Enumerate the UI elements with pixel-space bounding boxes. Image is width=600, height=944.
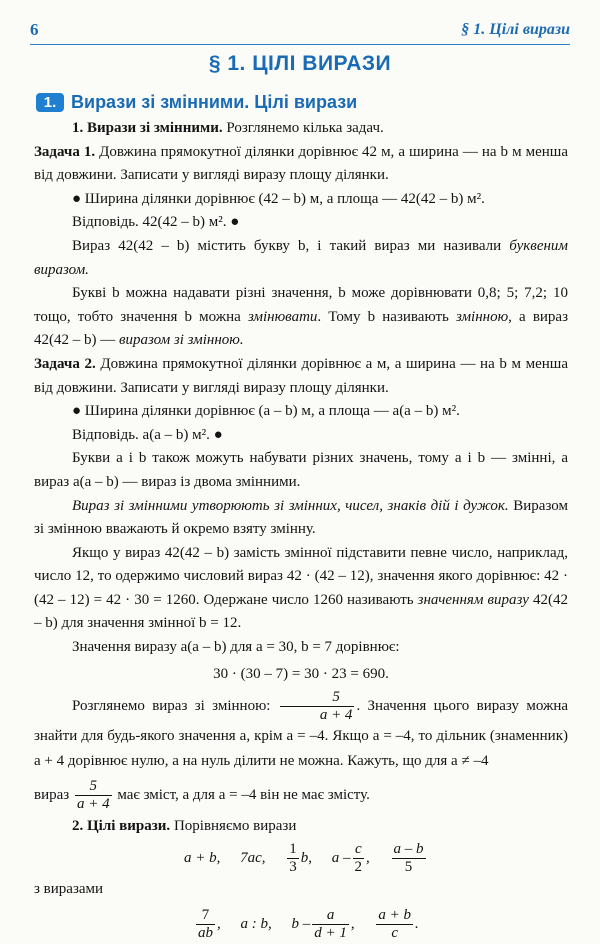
fraction-numerator: 5	[280, 689, 355, 707]
page-number: 6	[30, 20, 39, 39]
expression-tail: ,	[366, 849, 370, 866]
definition-text: Вираз зі змінними утворюють зі змінних, чисел, знаків дій і дужок.	[72, 497, 509, 514]
task-2-label: Задача 2.	[34, 355, 96, 372]
paragraph-intro	[34, 117, 568, 141]
paragraph-text: . Значення цього виразу можна знайти для будь-якого значення a, крім a = –4. Якщо a = –4, то дільник (знаменник) a + 4 дорівнює нулю, а на нуль ділити не можна. Кажуть, що для a ≠ –4	[34, 698, 569, 770]
paragraph-value	[34, 542, 568, 636]
paragraph-text: , а вираз 42(42 – b) —	[34, 308, 569, 349]
term-variable: змінною	[455, 308, 509, 325]
fraction-denominator: 2	[354, 858, 363, 875]
task-1-label: Задача 1.	[34, 143, 96, 160]
fraction	[392, 841, 426, 876]
paragraph-text: Якщо у вираз 42(42 – b) замість змінної підставити певне число, наприклад, число 12, то одержимо числовий вираз 42 · (42 – 12), значення якого дорівнює: 42 · (42 – 12) = 42 · 30 = 1260. Одержане число 1260 називають	[34, 544, 568, 608]
fraction	[353, 841, 365, 876]
fraction	[312, 907, 349, 942]
term-expression-with-variable: виразом зі змінною.	[119, 332, 244, 349]
paragraph-text: Букві b можна надавати різні значення, b може дорівнювати 0,8; 5; 7,2; 10 тощо, тобто значення b можна	[34, 285, 568, 325]
fraction-numerator: 1	[289, 840, 297, 857]
paragraph-whole-expressions	[34, 815, 568, 839]
paragraph-lead: 2. Цілі вирази.	[72, 818, 171, 835]
task-1-solution: ● Ширина ділянки дорівнює (42 – b) м, а площа — 42(42 – b) м².	[72, 190, 485, 207]
paragraph-text: Розглянемо вираз зі змінною:	[72, 698, 278, 715]
expression-tail: ,	[217, 916, 221, 933]
paragraph-text: має зміст, а для a = –4 він не має змісту.	[113, 787, 370, 804]
section-title: § 1. ЦІЛІ ВИРАЗИ	[208, 52, 392, 75]
paragraph-two-variables: Букви a і b також можуть набувати різних значень, тому a і b — змінні, а вираз a(a – b) — вираз із двома змінними.	[34, 450, 568, 490]
paragraph-evaluation: Значення виразу a(a – b) для a = 30, b = 7 дорівнює:	[72, 639, 400, 656]
fraction-denominator: a + 4	[76, 796, 110, 813]
with-expressions-text: з виразами	[34, 880, 104, 897]
expression: 7ac,	[240, 849, 266, 866]
fraction-5-over-a-plus-4	[280, 689, 355, 724]
fraction	[376, 907, 413, 942]
subsection-heading	[36, 90, 357, 114]
fraction-denominator: d + 1	[314, 925, 347, 942]
expression	[285, 841, 312, 876]
fraction-numerator: a – b	[393, 840, 424, 857]
paragraph-fraction	[34, 689, 568, 774]
expressions-row-whole	[34, 839, 568, 878]
term-change: змінювати	[247, 308, 318, 325]
fraction-numerator: c	[353, 841, 365, 859]
expression: a : b,	[240, 916, 272, 933]
expression-tail: b,	[300, 849, 313, 866]
fraction-numerator: a	[312, 907, 349, 925]
fraction-numerator: a + b	[378, 907, 411, 924]
paragraph-lead: 1. Вирази зі змінними.	[72, 120, 223, 136]
fraction	[196, 907, 215, 942]
paragraph-text: Виразом зі змінною вважають й окремо взяту змінну.	[34, 497, 568, 538]
fraction	[287, 841, 299, 876]
task-1-text: Довжина прямокутної ділянки дорівнює 42 м, а ширина — на b м менша від довжини. Записати у вигляді виразу площу ділянки.	[34, 143, 568, 184]
paragraph-text: Розглянемо кілька задач.	[222, 120, 384, 136]
expression-head: a –	[331, 849, 351, 866]
fraction-5-over-a-plus-4	[75, 778, 112, 813]
page-body	[34, 117, 568, 944]
paragraph-literal-expression	[34, 235, 568, 282]
paragraph-definition	[34, 495, 568, 542]
paragraph-text: Порівняємо вирази	[170, 818, 297, 835]
fraction-denominator: a + 4	[319, 707, 353, 724]
fraction-denominator: c	[391, 925, 399, 942]
term-literal-expression: буквеним виразом.	[34, 237, 568, 278]
task-2	[34, 353, 568, 400]
paragraph-variable	[34, 282, 568, 353]
paragraph-text: вираз	[34, 787, 73, 804]
task-2-solution: ● Ширина ділянки дорівнює (a – b) м, а площа — a(a – b) м².	[72, 403, 460, 420]
fraction-denominator: 3	[289, 858, 297, 875]
expression: a + b,	[184, 849, 221, 866]
term-expression-value: значенням виразу	[417, 591, 529, 608]
expression	[332, 841, 370, 876]
task-2-answer: Відповідь. a(a – b) м². ●	[72, 426, 223, 443]
expression-head: b –	[291, 916, 311, 933]
fraction-numerator: 7	[196, 907, 215, 925]
expression	[292, 907, 355, 942]
page-header	[30, 20, 570, 45]
expression	[390, 841, 428, 876]
paragraph-text: . Тому b називають	[317, 308, 456, 325]
expression-tail: ,	[350, 916, 355, 933]
expressions-row-fractional	[34, 901, 568, 944]
expression	[374, 907, 418, 942]
expression-tail: .	[415, 916, 419, 933]
running-head: § 1. Цілі вирази	[461, 21, 570, 38]
fraction-numerator: 5	[75, 778, 112, 796]
paragraph-text: 42(42 – b) для значення змінної b = 12.	[34, 591, 568, 632]
paragraph-text: Вираз 42(42 – b) містить букву b, і такий вираз ми називали	[72, 237, 510, 254]
fraction-denominator: ab	[198, 925, 213, 942]
expression	[194, 907, 221, 942]
task-2-text: Довжина прямокутної ділянки дорівнює a м, а ширина — на b м менша від довжини. Записати у вигляді виразу площу ділянки.	[34, 355, 568, 396]
paragraph-fraction-continued	[34, 774, 568, 815]
task-1	[34, 141, 568, 188]
subsection-number-badge: 1.	[36, 93, 64, 112]
subsection-title: Вирази зі змінними. Цілі вирази	[71, 91, 358, 112]
fraction-denominator: 5	[404, 858, 413, 875]
task-1-answer: Відповідь. 42(42 – b) м². ●	[72, 214, 240, 231]
evaluation-formula: 30 · (30 – 7) = 30 · 23 = 690.	[213, 665, 389, 682]
